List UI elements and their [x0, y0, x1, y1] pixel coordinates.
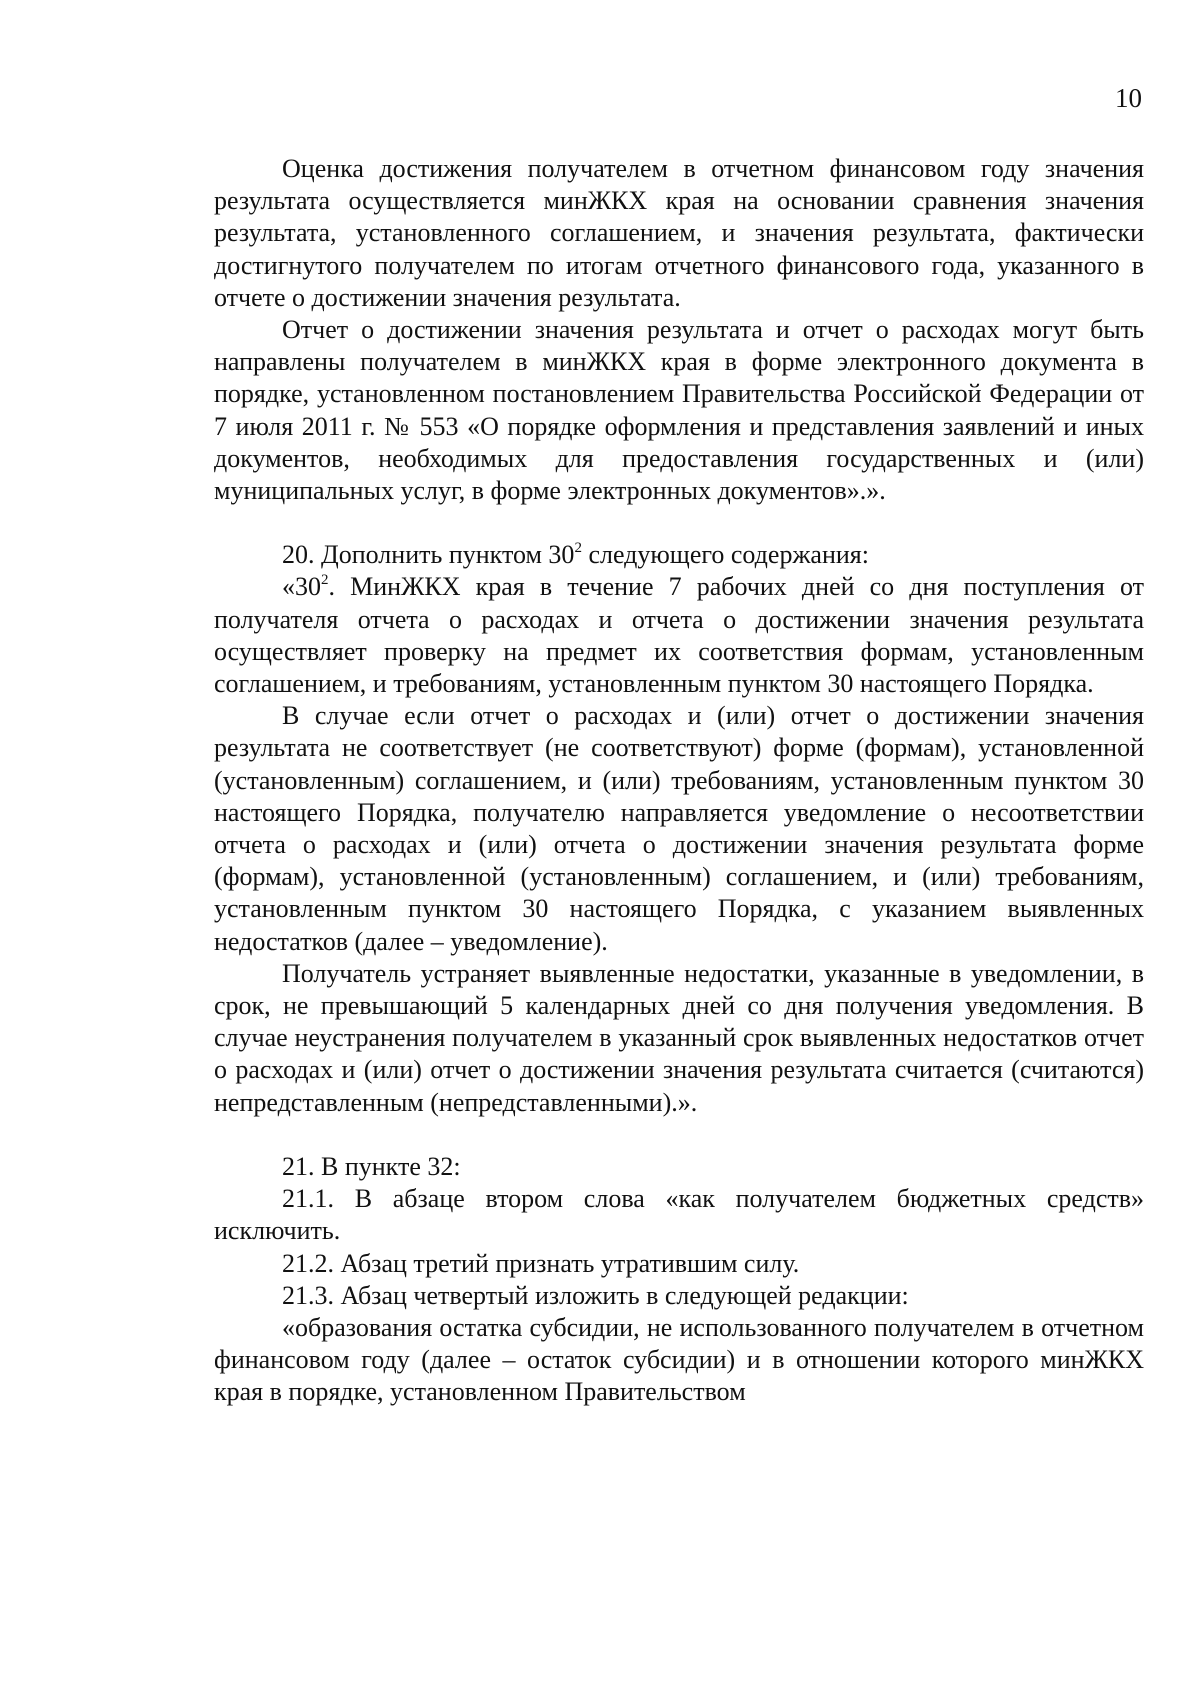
- document-body: [214, 153, 1144, 1409]
- paragraph-text: 21. В пункте 32:: [282, 1151, 461, 1181]
- paragraph-item-20: [214, 539, 1144, 571]
- paragraph-text: Оценка достижения получателем в отчетном финансовом году значения результата осуществляется минЖКХ края на основании сравнения значения результата, установленного соглашением, и значения результата, фактически достигнутого получателем по итогам отчетного финансового года, указанного в отчете о достижении значения результата.: [214, 154, 1144, 312]
- paragraph-item-21-3: [214, 1280, 1144, 1312]
- paragraph-text: «образования остатка субсидии, не использованного получателем в отчетном финансовом году (далее – остаток субсидии) и в отношении которого минЖКХ края в порядке, установленном Правительством: [214, 1312, 1144, 1407]
- paragraph-text: 21.3. Абзац четвертый изложить в следующей редакции:: [282, 1280, 909, 1310]
- paragraph-item-21-2: [214, 1248, 1144, 1280]
- paragraph-new-wording: [214, 1312, 1144, 1409]
- superscript: 2: [321, 572, 329, 589]
- paragraph-text: 21.1. В абзаце втором слова «как получателем бюджетных средств» исключить.: [214, 1184, 1144, 1246]
- paragraph-text: В случае если отчет о расходах и (или) отчет о достижении значения результата не соответствует (не соответствуют) форме (формам), установленной (установленным) соглашением, и (или) требованиям, установленным пунктом 30 настоящего Порядка, получателю направляется уведомление о несоответствии отчета о расходах и (или) отчета о достижении значения результата форме (формам), установленной (установленным) соглашением, и (или) требованиям, установленным пунктом 30 настоящего Порядка, с указанием выявленных недостатков (далее – уведомление).: [214, 701, 1144, 956]
- superscript: 2: [574, 540, 582, 557]
- paragraph-item-21-1: [214, 1183, 1144, 1247]
- paragraph-item-21: [214, 1151, 1144, 1183]
- paragraph-electronic-report: [214, 314, 1144, 507]
- paragraph-recipient-fixes: [214, 958, 1144, 1119]
- paragraph-text-after: . МинЖКХ края в течение 7 рабочих дней со дня поступления от получателя отчета о расходах и отчета о достижении значения результата осуществляет проверку на предмет их соответствия формам, установленным соглашением, и требованиям, установленным пунктом 30 настоящего Порядка.: [214, 572, 1144, 699]
- paragraph-text-after: следующего содержания:: [581, 540, 869, 570]
- paragraph-text: 20. Дополнить пунктом 30: [282, 540, 575, 570]
- paragraph-text: «30: [282, 572, 321, 602]
- paragraph-item-30-2: [214, 571, 1144, 700]
- page-number: 10: [1115, 83, 1142, 113]
- paragraph-assessment: [214, 153, 1144, 314]
- paragraph-nonconformity: [214, 700, 1144, 958]
- paragraph-text: Получатель устраняет выявленные недостатки, указанные в уведомлении, в срок, не превышающий 5 календарных дней со дня получения уведомления. В случае неустранения получателем в указанный срок выявленных недостатков отчет о расходах и (или) отчет о достижении значения результата считается (считаются) непредставленным (непредставленными).».: [214, 958, 1144, 1117]
- paragraph-text: 21.2. Абзац третий признать утратившим силу.: [282, 1248, 800, 1278]
- paragraph-text: Отчет о достижении значения результата и отчет о расходах могут быть направлены получателем в минЖКХ края в форме электронного документа в порядке, установленном постановлением Правительства Российской Федерации от 7 июля 2011 г. № 553 «О порядке оформления и представления заявлений и иных документов, необходимых для предоставления государственных и (или) муниципальных услуг, в форме электронных документов».».: [214, 315, 1144, 506]
